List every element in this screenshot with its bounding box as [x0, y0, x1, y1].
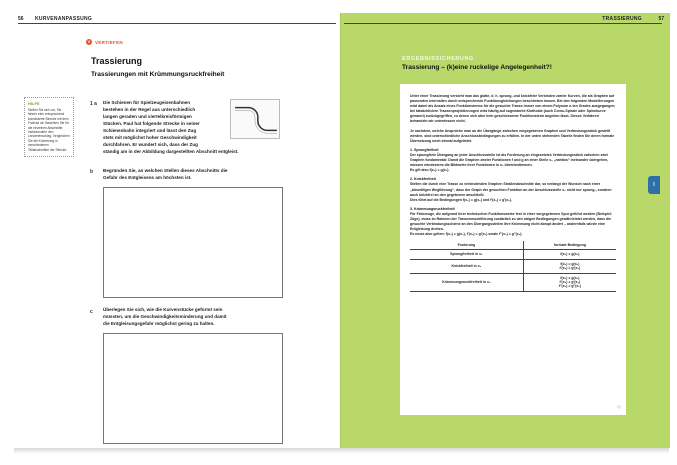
vertiefen-label: VERTIEFEN	[95, 39, 123, 45]
condition-line: f(x₀) = g(x₀)	[560, 261, 580, 266]
condition-line: f(x₀) = g(x₀)	[560, 252, 580, 257]
book-spread	[10, 13, 670, 448]
vertiefen-badge	[86, 39, 123, 45]
task-1c-number: c	[90, 309, 93, 315]
table-header-cell: formale Bedingung	[523, 241, 616, 250]
condition-line: f′(x₀) = g′(x₀)	[559, 266, 581, 271]
condition-line: f″(x₀) = g″(x₀)	[558, 284, 582, 289]
section-knickfreiheit	[410, 177, 616, 202]
left-page	[10, 13, 340, 448]
task-1a-line: durchfahren. Er wundert sich, dass der Zug	[103, 142, 198, 147]
table-cell-conditions	[523, 273, 616, 291]
result-text-card	[400, 84, 626, 415]
ergebnissicherung-kicker: ERGEBNISSICHERUNG	[402, 56, 474, 62]
section-title: Trassierung	[91, 56, 143, 66]
track-curve-icon	[231, 100, 279, 138]
right-running-head: TRASSIERUNG	[602, 16, 642, 22]
section-sprungfreiheit	[410, 148, 616, 173]
task-1c-line: Überlegen Sie sich, wie die Kurvenstücke geformt sein	[103, 307, 223, 312]
section-kruemmungsruckfreiheit	[410, 207, 616, 238]
table-cell-requirement: Knickfreiheit in x₀	[410, 259, 523, 273]
task-1a-number: 1 a	[90, 101, 97, 107]
table-row	[410, 259, 616, 273]
task-1a-line: stets mit möglichst hoher Geschwindigkeit	[103, 135, 197, 140]
task-1b-line: Begründen Sie, an welchen Stellen dieses Abschnitts die	[103, 168, 228, 173]
table-cell-requirement: Sprungfreiheit in x₀	[410, 250, 523, 259]
section-formula: Es gilt also f(x₀) = g(x₀).	[410, 168, 450, 173]
left-header	[10, 13, 340, 29]
task-1a-line: Schienenbahn integriert und lässt den Zug	[103, 128, 197, 133]
task-1a-line: Stücken. Paul hat folgende Strecke in seiner	[103, 121, 200, 126]
conditions-table	[410, 241, 616, 291]
left-running-head: KURVENANPASSUNG	[35, 16, 93, 22]
table-cell-conditions	[523, 250, 616, 259]
table-cell-requirement: Krümmungsruckfreiheit in x₀	[410, 273, 523, 291]
section-heading: 2. Knickfreiheit	[410, 177, 436, 182]
table-row	[410, 273, 616, 291]
table-header-cell: Forderung	[410, 241, 523, 250]
answer-box-1c[interactable]	[103, 333, 283, 444]
hilfe-title: HILFE	[28, 101, 40, 106]
task-1a-line: bestehen in der Regel aus unterschiedlich	[103, 107, 196, 112]
task-1a-line: langen geraden und viertelkreisförmigen	[103, 114, 192, 119]
left-page-number: 56	[18, 16, 24, 22]
end-mark-icon: ◇	[617, 404, 621, 410]
task-1c-line: müssten, um die Geschwindigkeitsminderung und damit	[103, 314, 227, 319]
task-1c-line: die Entgleisungsgefahr möglichst gering zu halten.	[103, 321, 215, 326]
section-subtitle: Trassierungen mit Krümmungsruckfreiheit	[91, 71, 225, 78]
section-text: Für Fahrzeuge, die aufgrund ihrer technischen Funktionsweise fest in einer vorgegebenen Spur geführt werden (Beispiel: Züge), muss im Rahmen der Trassenmodellierung zusätzlich zu den obigen Bedingungen gewährleistet werden, dass die gesuchte Verbindungsschiene an den Übergangsstellen ihre Krümmung nicht abrupt ändert – andernfalls würde eine Entgleisung drohen.	[410, 211, 613, 232]
table-row	[410, 250, 616, 259]
conditions-paragraph: Je nachdem, welche Ansprüche man an die Übergänge zwischen vorgegebenen Graphen und Verbindungsstück gestellt werden, sind unterschiedliche Anschlussbedingungen zu erfüllen. In der unten stehenden Tabelle finden Sie deren formale Übersetzung noch einmal aufgelistet.	[410, 128, 615, 143]
condition-line: f′(x₀) = g′(x₀)	[559, 279, 581, 284]
table-cell-conditions	[523, 259, 616, 273]
task-1b-number: b	[90, 169, 94, 175]
track-curve-figure	[230, 99, 280, 139]
section-heading: 3. Krümmungsruckfreiheit	[410, 206, 455, 211]
task-1b-line: Gefahr des Entgleisens am höchsten ist.	[103, 175, 192, 180]
task-1a-line: Die Schienen für Spielzeugeisenbahnen	[103, 100, 191, 105]
right-header-rule	[344, 23, 662, 24]
task-1a-line: ständig am in der Abbildung dargestellten Abschnitt entgleist.	[103, 149, 239, 154]
right-page-number: 57	[658, 16, 664, 22]
ergebnissicherung-title: Trassierung – (k)eine ruckelige Angelegenheit?!	[402, 64, 552, 71]
vertiefen-dot-icon: V	[87, 39, 91, 44]
task-1c-text	[103, 306, 303, 327]
answer-box-1b[interactable]	[103, 187, 283, 298]
section-formula: Es muss also gelten: f(x₀) = g(x₀), f′(x₀) = g′(x₀) sowie f″(x₀) = g″(x₀).	[410, 232, 523, 237]
task-1b-text	[103, 167, 303, 181]
spread-shadow	[14, 448, 669, 454]
condition-line: f(x₀) = g(x₀)	[560, 275, 580, 280]
right-page	[340, 13, 670, 448]
section-text: Stellen die durch eine Trasse zu verbindenden Graphen Straßenabschnitte dar, so verlangt der Wunsch nach einer „böswilligen Wegführung“, dass der Graph der gesuchten Funktion an der Anschlussstelle x₀ nicht nur sprung-, sondern auch knickfrei an den gegebenen anschließt.	[410, 182, 612, 197]
section-formula: Dies führt auf die Bedingungen f(x₀) = g(x₀) und f′(x₀) = g′(x₀).	[410, 197, 512, 202]
chapter-side-tab[interactable]: I	[648, 176, 660, 194]
table-header-row	[410, 241, 616, 250]
hilfe-text: Stellen Sie sich vor, Sie fahren eine entsprechend konstruierte Strecke mit dem Fahrrad ab. Beachten Sie für die einzelnen Abschnitte insbesondere den Lenkereinschlag. Vergleichen Sie die Krümmung in verschiedenen Teilabschnitten der Strecke.	[28, 108, 70, 152]
hilfe-box	[24, 97, 74, 157]
intro-paragraph: Unter einer Trassierung versteht man das glatte, d. h. sprung- und knickfreie Verbinden zweier Kurven, die als Graphen auf passenden Intervallen durch entsprechende Funktionsgleichungen beschrieben lassen. Bei den folgenden Modellierungen wird dabei als Ansatz eines Funktionsterms für die gesuchte Trasse immer von einem Polynom n-ten Grades ausgegangen; bei tatsächlichen Trassenprojektierungen wird häufig auf sogenannte Klothoide (auch Cornu-Spirale oder Spinnkurve genannt) zurückgegriffen, zu denen sich aber kein geschlossener Funktionsterm angeben lässt. Dieses Verfahren behandeln wir unterdessen nicht.	[410, 94, 616, 124]
section-text: Der sprungfreie Übergang an jeder Anschlussstelle ist als Forderung an eingesetztes Verbindungsstück zwischen zwei Graphen fundamental: Damit die Graphen zweier Funktionen f und g an einer Stelle x₀ „nahtlos“ ineinander übergehen, müssen mindestens die Bildwerte ihrer Funktionen in x₀ übereinstimmen.	[410, 152, 609, 168]
section-heading: 1. Sprungfreiheit	[410, 147, 439, 152]
page-gutter	[340, 13, 341, 448]
left-header-rule	[18, 23, 336, 24]
